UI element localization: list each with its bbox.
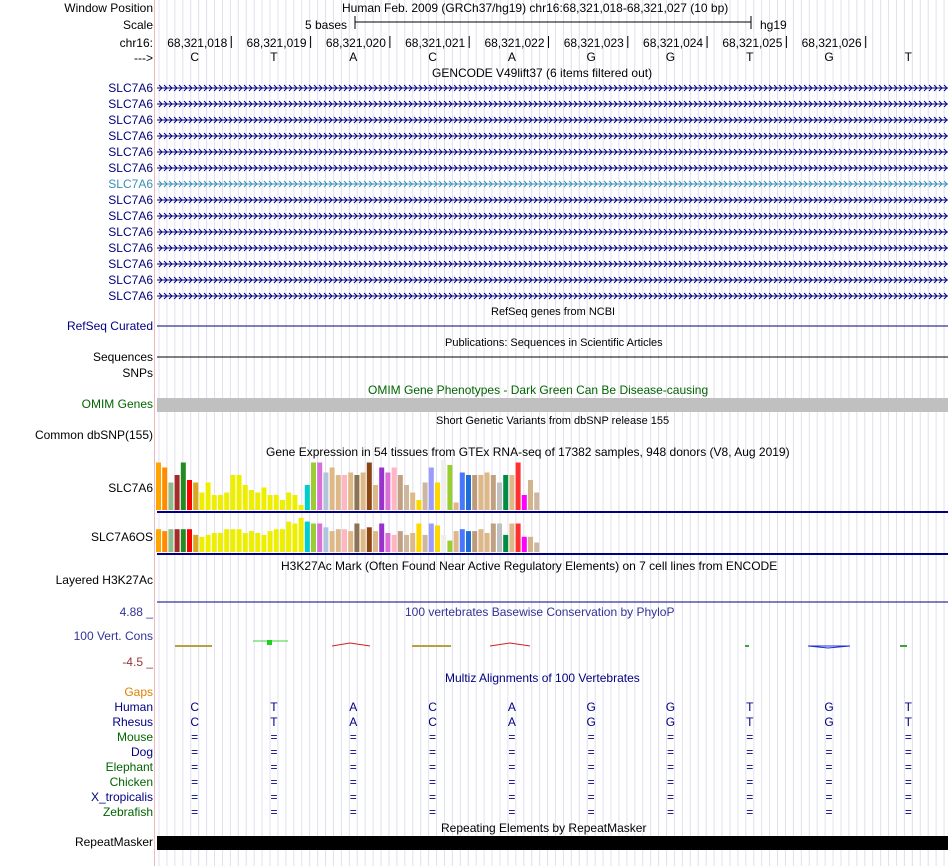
- alignment-base: =: [746, 745, 754, 759]
- alignment-base: A: [507, 715, 516, 729]
- alignment-base: =: [825, 730, 833, 744]
- refseq-title: RefSeq genes from NCBI: [491, 306, 616, 318]
- gtex-tissue-bar: [224, 529, 229, 552]
- gtex-tissue-bar: [491, 475, 496, 510]
- gtex-tissue-bar: [305, 522, 310, 552]
- alignment-base: =: [270, 805, 278, 819]
- gtex-tissue-bar: [206, 535, 211, 552]
- gtex-tissue-bar: [354, 524, 359, 553]
- alignment-base: A: [349, 700, 358, 714]
- repeatmasker-title: Repeating Elements by RepeatMasker: [441, 821, 647, 835]
- gtex-tissue-bar: [206, 483, 211, 511]
- conservation-title: 100 vertebrates Basewise Conservation by PhyloP: [405, 605, 675, 619]
- conservation-score: [808, 646, 850, 648]
- alignment-base: T: [270, 700, 278, 714]
- alignment-base: =: [904, 775, 912, 789]
- snps-label[interactable]: SNPs: [122, 366, 153, 380]
- refseq-label[interactable]: RefSeq Curated: [66, 319, 153, 333]
- gencode-gene-label[interactable]: SLC7A6: [108, 145, 153, 159]
- gtex-tissue-bar: [435, 525, 440, 552]
- gtex-tissue-bar: [336, 529, 341, 552]
- gtex-tissue-bar: [503, 475, 508, 510]
- gtex-tissue-bar: [255, 493, 260, 511]
- repeatmasker-label[interactable]: RepeatMasker: [74, 835, 153, 849]
- gtex-tissue-bar: [385, 533, 390, 552]
- gtex-tissue-bar: [323, 527, 328, 552]
- gtex-tissue-bar: [485, 533, 490, 552]
- alignment-base: =: [270, 730, 278, 744]
- species-label[interactable]: X_tropicalis: [90, 790, 153, 804]
- gtex-tissue-bar: [230, 475, 235, 510]
- gtex-tissue-bar: [472, 531, 477, 552]
- alignment-base: G: [586, 715, 596, 729]
- alignment-base: =: [746, 805, 754, 819]
- gtex-tissue-bar: [392, 535, 397, 552]
- base-position-label: 68,321,026: [801, 36, 862, 50]
- gtex-tissue-bar: [212, 533, 217, 552]
- gencode-gene-label[interactable]: SLC7A6: [108, 177, 153, 191]
- gtex-tissue-bar: [348, 473, 353, 511]
- publications-title: Publications: Sequences in Scientific Articles: [445, 337, 663, 349]
- gencode-gene-label[interactable]: SLC7A6: [108, 113, 153, 127]
- alignment-base: =: [429, 760, 437, 774]
- gtex-tissue-bar: [274, 529, 279, 552]
- alignment-base: T: [746, 715, 754, 729]
- gtex-tissue-bar: [404, 535, 409, 552]
- gtex-tissue-bar: [199, 537, 204, 552]
- alignment-base: =: [746, 730, 754, 744]
- species-label[interactable]: Dog: [130, 745, 153, 759]
- conservation-max: 4.88 _: [119, 605, 153, 619]
- gtex-tissue-bar: [237, 529, 242, 552]
- alignment-base: A: [507, 700, 516, 714]
- gtex-tissue-bar: [392, 468, 397, 511]
- gtex-tissue-bar: [162, 468, 167, 511]
- alignment-base: =: [270, 760, 278, 774]
- gtex-tissue-bar: [361, 473, 366, 511]
- alignment-base: =: [587, 730, 595, 744]
- alignment-base: =: [349, 790, 357, 804]
- gtex-tissue-bar: [336, 475, 341, 510]
- alignment-base: C: [190, 700, 199, 714]
- alignment-base: =: [270, 790, 278, 804]
- gencode-gene-label[interactable]: SLC7A6: [108, 273, 153, 287]
- gtex-tissue-bar: [534, 543, 539, 553]
- gtex-tissue-bar: [373, 485, 378, 510]
- gtex-tissue-bar: [485, 473, 490, 511]
- gtex-tissue-bar: [342, 475, 347, 510]
- alignment-base: =: [904, 760, 912, 774]
- alignment-base: =: [191, 805, 199, 819]
- gtex-tissue-bar: [280, 500, 285, 510]
- ruler-base: T: [746, 50, 754, 64]
- alignment-base: =: [904, 805, 912, 819]
- alignment-base: T: [746, 700, 754, 714]
- conservation-min: -4.5 _: [122, 655, 153, 669]
- alignment-base: C: [190, 715, 199, 729]
- gtex-tissue-bar: [342, 529, 347, 552]
- alignment-base: =: [666, 745, 674, 759]
- ruler-base: A: [349, 50, 358, 64]
- alignment-base: =: [746, 790, 754, 804]
- gtex-tissue-bar: [175, 529, 180, 552]
- scale-text: 5 bases: [305, 18, 348, 32]
- alignment-base: =: [587, 790, 595, 804]
- gtex-tissue-bar: [367, 527, 372, 552]
- gtex-tissue-bar: [423, 535, 428, 552]
- gtex-tissue-bar: [491, 524, 496, 553]
- species-label[interactable]: Human: [114, 700, 153, 714]
- gtex-tissue-bar: [168, 483, 173, 511]
- gtex-tissue-bar: [193, 535, 198, 552]
- dbsnp-title: Short Genetic Variants from dbSNP release 155: [436, 415, 670, 427]
- gtex-tissue-bar: [522, 495, 527, 510]
- alignment-base: =: [825, 790, 833, 804]
- gtex-tissue-bar: [398, 531, 403, 552]
- gtex-tissue-bar: [410, 493, 415, 511]
- gtex-tissue-bar: [460, 473, 465, 511]
- gtex-tissue-bar: [187, 529, 192, 552]
- gtex-tissue-bar: [261, 535, 266, 552]
- gencode-gene-label[interactable]: SLC7A6: [108, 225, 153, 239]
- gtex-tissue-bar: [274, 495, 279, 510]
- alignment-base: =: [825, 745, 833, 759]
- gtex-tissue-bar: [255, 533, 260, 552]
- publications-label[interactable]: Sequences: [92, 350, 153, 364]
- ruler-base: T: [904, 50, 913, 64]
- gtex-tissue-bar: [404, 485, 409, 510]
- gtex-tissue-bar: [299, 505, 304, 510]
- gtex-tissue-bar: [509, 475, 514, 510]
- gtex-tissue-bar: [181, 463, 186, 511]
- base-position-label: 68,321,020: [325, 36, 386, 50]
- gencode-gene-label[interactable]: SLC7A6: [108, 97, 153, 111]
- gtex-tissue-bar: [379, 468, 384, 511]
- gtex-tissue-bar: [466, 475, 471, 510]
- ruler-base: A: [507, 50, 516, 64]
- alignment-base: G: [665, 715, 676, 729]
- gtex-tissue-bar: [237, 475, 242, 510]
- gtex-tissue-bar: [528, 480, 533, 510]
- gtex-tissue-bar: [268, 495, 273, 510]
- gtex-tissue-bar: [311, 524, 316, 553]
- gtex-tissue-bar: [497, 524, 502, 553]
- alignment-base: C: [428, 715, 437, 729]
- gtex-tissue-bar: [199, 493, 204, 511]
- scale-label: Scale: [122, 18, 153, 32]
- ruler-base: C: [190, 50, 199, 64]
- h3k27ac-label[interactable]: Layered H3K27Ac: [55, 573, 153, 587]
- position-title: Human Feb. 2009 (GRCh37/hg19) chr16:68,321,018-68,321,027 (10 bp): [342, 1, 729, 15]
- omim-label[interactable]: OMIM Genes: [81, 397, 153, 411]
- gtex-tissue-bar: [193, 483, 198, 511]
- alignment-base: =: [191, 730, 199, 744]
- gtex-tissue-bar: [224, 493, 229, 511]
- alignment-base: =: [349, 775, 357, 789]
- gtex-tissue-bar: [280, 529, 285, 552]
- gtex-tissue-bar: [156, 529, 161, 552]
- alignment-base: =: [666, 775, 674, 789]
- gtex-tissue-bar: [410, 533, 415, 552]
- gtex-tissue-bar: [509, 524, 514, 553]
- gtex-tissue-bar: [447, 541, 452, 552]
- alignment-base: =: [191, 775, 199, 789]
- gtex-tissue-bar: [522, 537, 527, 552]
- gtex-tissue-bar: [348, 531, 353, 552]
- gencode-gene-label[interactable]: SLC7A6: [108, 257, 153, 271]
- species-label[interactable]: Rhesus: [112, 715, 153, 729]
- alignment-base: =: [349, 745, 357, 759]
- gtex-tissue-bar: [429, 468, 434, 511]
- gtex-tissue-bar: [168, 529, 173, 552]
- window-position-label: Window Position: [64, 1, 153, 15]
- ruler-base: G: [665, 50, 676, 64]
- alignment-base: =: [429, 775, 437, 789]
- dbsnp-label[interactable]: Common dbSNP(155): [34, 428, 153, 442]
- alignment-base: G: [824, 700, 834, 714]
- gtex-tissue-bar: [317, 524, 322, 553]
- alignment-base: =: [666, 760, 674, 774]
- alignment-base: =: [508, 730, 516, 744]
- gtex-tissue-bar: [187, 480, 192, 510]
- gtex-tissue-bar: [162, 531, 167, 552]
- gtex-tissue-bar: [423, 483, 428, 511]
- species-label[interactable]: Mouse: [116, 730, 153, 744]
- gtex-tissue-bar: [156, 463, 161, 511]
- gtex-tissue-bar: [175, 475, 180, 510]
- gtex-tissue-bar: [416, 500, 421, 510]
- ruler-base: G: [586, 50, 596, 64]
- h3k27ac-title: H3K27Ac Mark (Often Found Near Active Regulatory Elements) on 7 cell lines from ENCODE: [281, 559, 778, 573]
- gtex-tissue-bar: [447, 465, 452, 510]
- gtex-tissue-bar: [497, 483, 502, 511]
- gtex-gene-label-slc7a6[interactable]: SLC7A6: [108, 481, 153, 495]
- gtex-tissue-bar: [230, 529, 235, 552]
- gencode-gene-label[interactable]: SLC7A6: [108, 81, 153, 95]
- gencode-gene-label[interactable]: SLC7A6: [108, 161, 153, 175]
- gtex-tissue-bar: [385, 473, 390, 511]
- gtex-tissue-bar: [286, 493, 291, 511]
- base-position-label: 68,321,025: [722, 36, 783, 50]
- alignment-base: A: [349, 715, 358, 729]
- alignment-base: =: [904, 790, 912, 804]
- chrom-label: chr16:: [119, 36, 153, 50]
- alignment-base: =: [191, 760, 199, 774]
- alignment-base: =: [825, 775, 833, 789]
- conservation-score: [267, 640, 272, 645]
- alignment-base: =: [429, 790, 437, 804]
- alignment-base: =: [270, 745, 278, 759]
- gtex-tissue-bar: [299, 518, 304, 552]
- alignment-base: =: [270, 775, 278, 789]
- alignment-base: G: [665, 700, 676, 714]
- gencode-gene-label[interactable]: SLC7A6: [108, 241, 153, 255]
- ruler-base: C: [428, 50, 437, 64]
- gtex-tissue-bar: [516, 524, 521, 553]
- alignment-base: T: [270, 715, 278, 729]
- ruler-base: T: [270, 50, 278, 64]
- gtex-tissue-bar: [466, 531, 471, 552]
- gtex-tissue-bar: [212, 495, 217, 510]
- gtex-tissue-bar: [249, 490, 254, 510]
- alignment-base: =: [429, 745, 437, 759]
- alignment-base: =: [429, 730, 437, 744]
- gaps-label: Gaps: [124, 685, 153, 699]
- gtex-tissue-bar: [243, 485, 248, 510]
- alignment-base: =: [746, 775, 754, 789]
- gtex-tissue-bar: [261, 488, 266, 511]
- omim-title: OMIM Gene Phenotypes - Dark Green Can Be Disease-causing: [368, 383, 709, 397]
- base-position-label: 68,321,018: [167, 36, 228, 50]
- gtex-tissue-bar: [454, 531, 459, 552]
- gtex-tissue-bar: [292, 495, 297, 510]
- gtex-gene-label-slc7a6os[interactable]: SLC7A6OS: [90, 530, 153, 544]
- gtex-tissue-bar: [330, 531, 335, 552]
- conservation-score: [332, 643, 370, 646]
- base-position-label: 68,321,019: [246, 36, 307, 50]
- alignment-base: =: [904, 730, 912, 744]
- ruler-base: G: [824, 50, 834, 64]
- gtex-tissue-bar: [323, 473, 328, 511]
- gtex-tissue-bar: [478, 529, 483, 552]
- alignment-base: G: [586, 700, 596, 714]
- alignment-base: C: [428, 700, 437, 714]
- gtex-tissue-bar: [460, 529, 465, 552]
- gtex-tissue-bar: [354, 475, 359, 510]
- gencode-gene-label[interactable]: SLC7A6: [108, 193, 153, 207]
- gtex-tissue-bar: [181, 529, 186, 552]
- alignment-base: =: [349, 760, 357, 774]
- alignment-base: =: [349, 805, 357, 819]
- base-position-label: 68,321,022: [484, 36, 545, 50]
- alignment-base: =: [508, 790, 516, 804]
- gtex-tissue-bar: [528, 537, 533, 552]
- repeatmasker-bar: [157, 836, 948, 850]
- alignment-base: =: [349, 730, 357, 744]
- gtex-tissue-bar: [311, 463, 316, 511]
- gtex-tissue-bar: [367, 463, 372, 511]
- gtex-tissue-bar: [292, 524, 297, 553]
- gtex-tissue-bar: [218, 533, 223, 552]
- species-label[interactable]: Chicken: [109, 775, 153, 789]
- gtex-tissue-bar: [379, 524, 384, 553]
- assembly-text: hg19: [760, 18, 787, 32]
- gtex-tissue-bar: [398, 475, 403, 510]
- multiz-title: Multiz Alignments of 100 Vertebrates: [445, 671, 640, 685]
- alignment-base: T: [904, 700, 913, 714]
- alignment-base: =: [587, 775, 595, 789]
- alignment-base: =: [508, 760, 516, 774]
- alignment-base: =: [191, 790, 199, 804]
- gtex-tissue-bar: [435, 483, 440, 511]
- gtex-tissue-bar: [416, 524, 421, 553]
- gtex-tissue-bar: [317, 463, 322, 511]
- gtex-tissue-bar: [249, 531, 254, 552]
- gencode-gene-label[interactable]: SLC7A6: [108, 289, 153, 303]
- gtex-tissue-bar: [503, 535, 508, 552]
- alignment-base: =: [429, 805, 437, 819]
- gencode-gene-label[interactable]: SLC7A6: [108, 129, 153, 143]
- gtex-tissue-bar: [429, 524, 434, 553]
- gtex-tissue-bar: [454, 503, 459, 511]
- label-separator: [154, 0, 155, 866]
- species-label[interactable]: Elephant: [105, 760, 153, 774]
- alignment-base: =: [508, 805, 516, 819]
- alignment-base: =: [746, 760, 754, 774]
- conservation-label[interactable]: 100 Vert. Cons: [73, 629, 153, 643]
- gtex-tissue-bar: [286, 522, 291, 552]
- alignment-base: =: [825, 805, 833, 819]
- alignment-base: =: [508, 745, 516, 759]
- alignment-base: =: [666, 790, 674, 804]
- gtex-tissue-bar: [441, 460, 446, 510]
- gtex-tissue-bar: [305, 485, 310, 510]
- alignment-base: T: [904, 715, 913, 729]
- alignment-base: =: [666, 730, 674, 744]
- alignment-base: =: [904, 745, 912, 759]
- gencode-gene-label[interactable]: SLC7A6: [108, 209, 153, 223]
- omim-gene-bar: [157, 398, 948, 412]
- gtex-title: Gene Expression in 54 tissues from GTEx RNA-seq of 17382 samples, 948 donors (V8, Aug 2019): [266, 445, 790, 459]
- species-label[interactable]: Zebrafish: [102, 805, 153, 819]
- alignment-base: =: [508, 775, 516, 789]
- base-position-label: 68,321,021: [405, 36, 466, 50]
- gtex-tissue-bar: [330, 468, 335, 511]
- alignment-base: =: [587, 760, 595, 774]
- alignment-base: =: [825, 760, 833, 774]
- track-labels: [0, 0, 153, 866]
- alignment-base: =: [666, 805, 674, 819]
- alignment-base: =: [587, 805, 595, 819]
- gtex-tissue-bar: [218, 495, 223, 510]
- gtex-tissue-bar: [472, 475, 477, 510]
- alignment-base: =: [587, 745, 595, 759]
- base-position-label: 68,321,023: [563, 36, 624, 50]
- gtex-tissue-bar: [534, 493, 539, 511]
- gtex-tissue-bar: [441, 535, 446, 552]
- gtex-tissue-bar: [268, 531, 273, 552]
- gtex-tissue-bar: [243, 533, 248, 552]
- base-position-label: 68,321,024: [643, 36, 704, 50]
- gtex-tissue-bar: [361, 529, 366, 552]
- alignment-base: G: [824, 715, 834, 729]
- gtex-tissue-bar: [516, 463, 521, 511]
- strand-label: --->: [134, 51, 153, 65]
- alignment-base: =: [191, 745, 199, 759]
- gencode-title: GENCODE V49lift37 (6 items filtered out): [432, 66, 653, 80]
- gtex-tissue-bar: [478, 475, 483, 510]
- gtex-tissue-bar: [373, 531, 378, 552]
